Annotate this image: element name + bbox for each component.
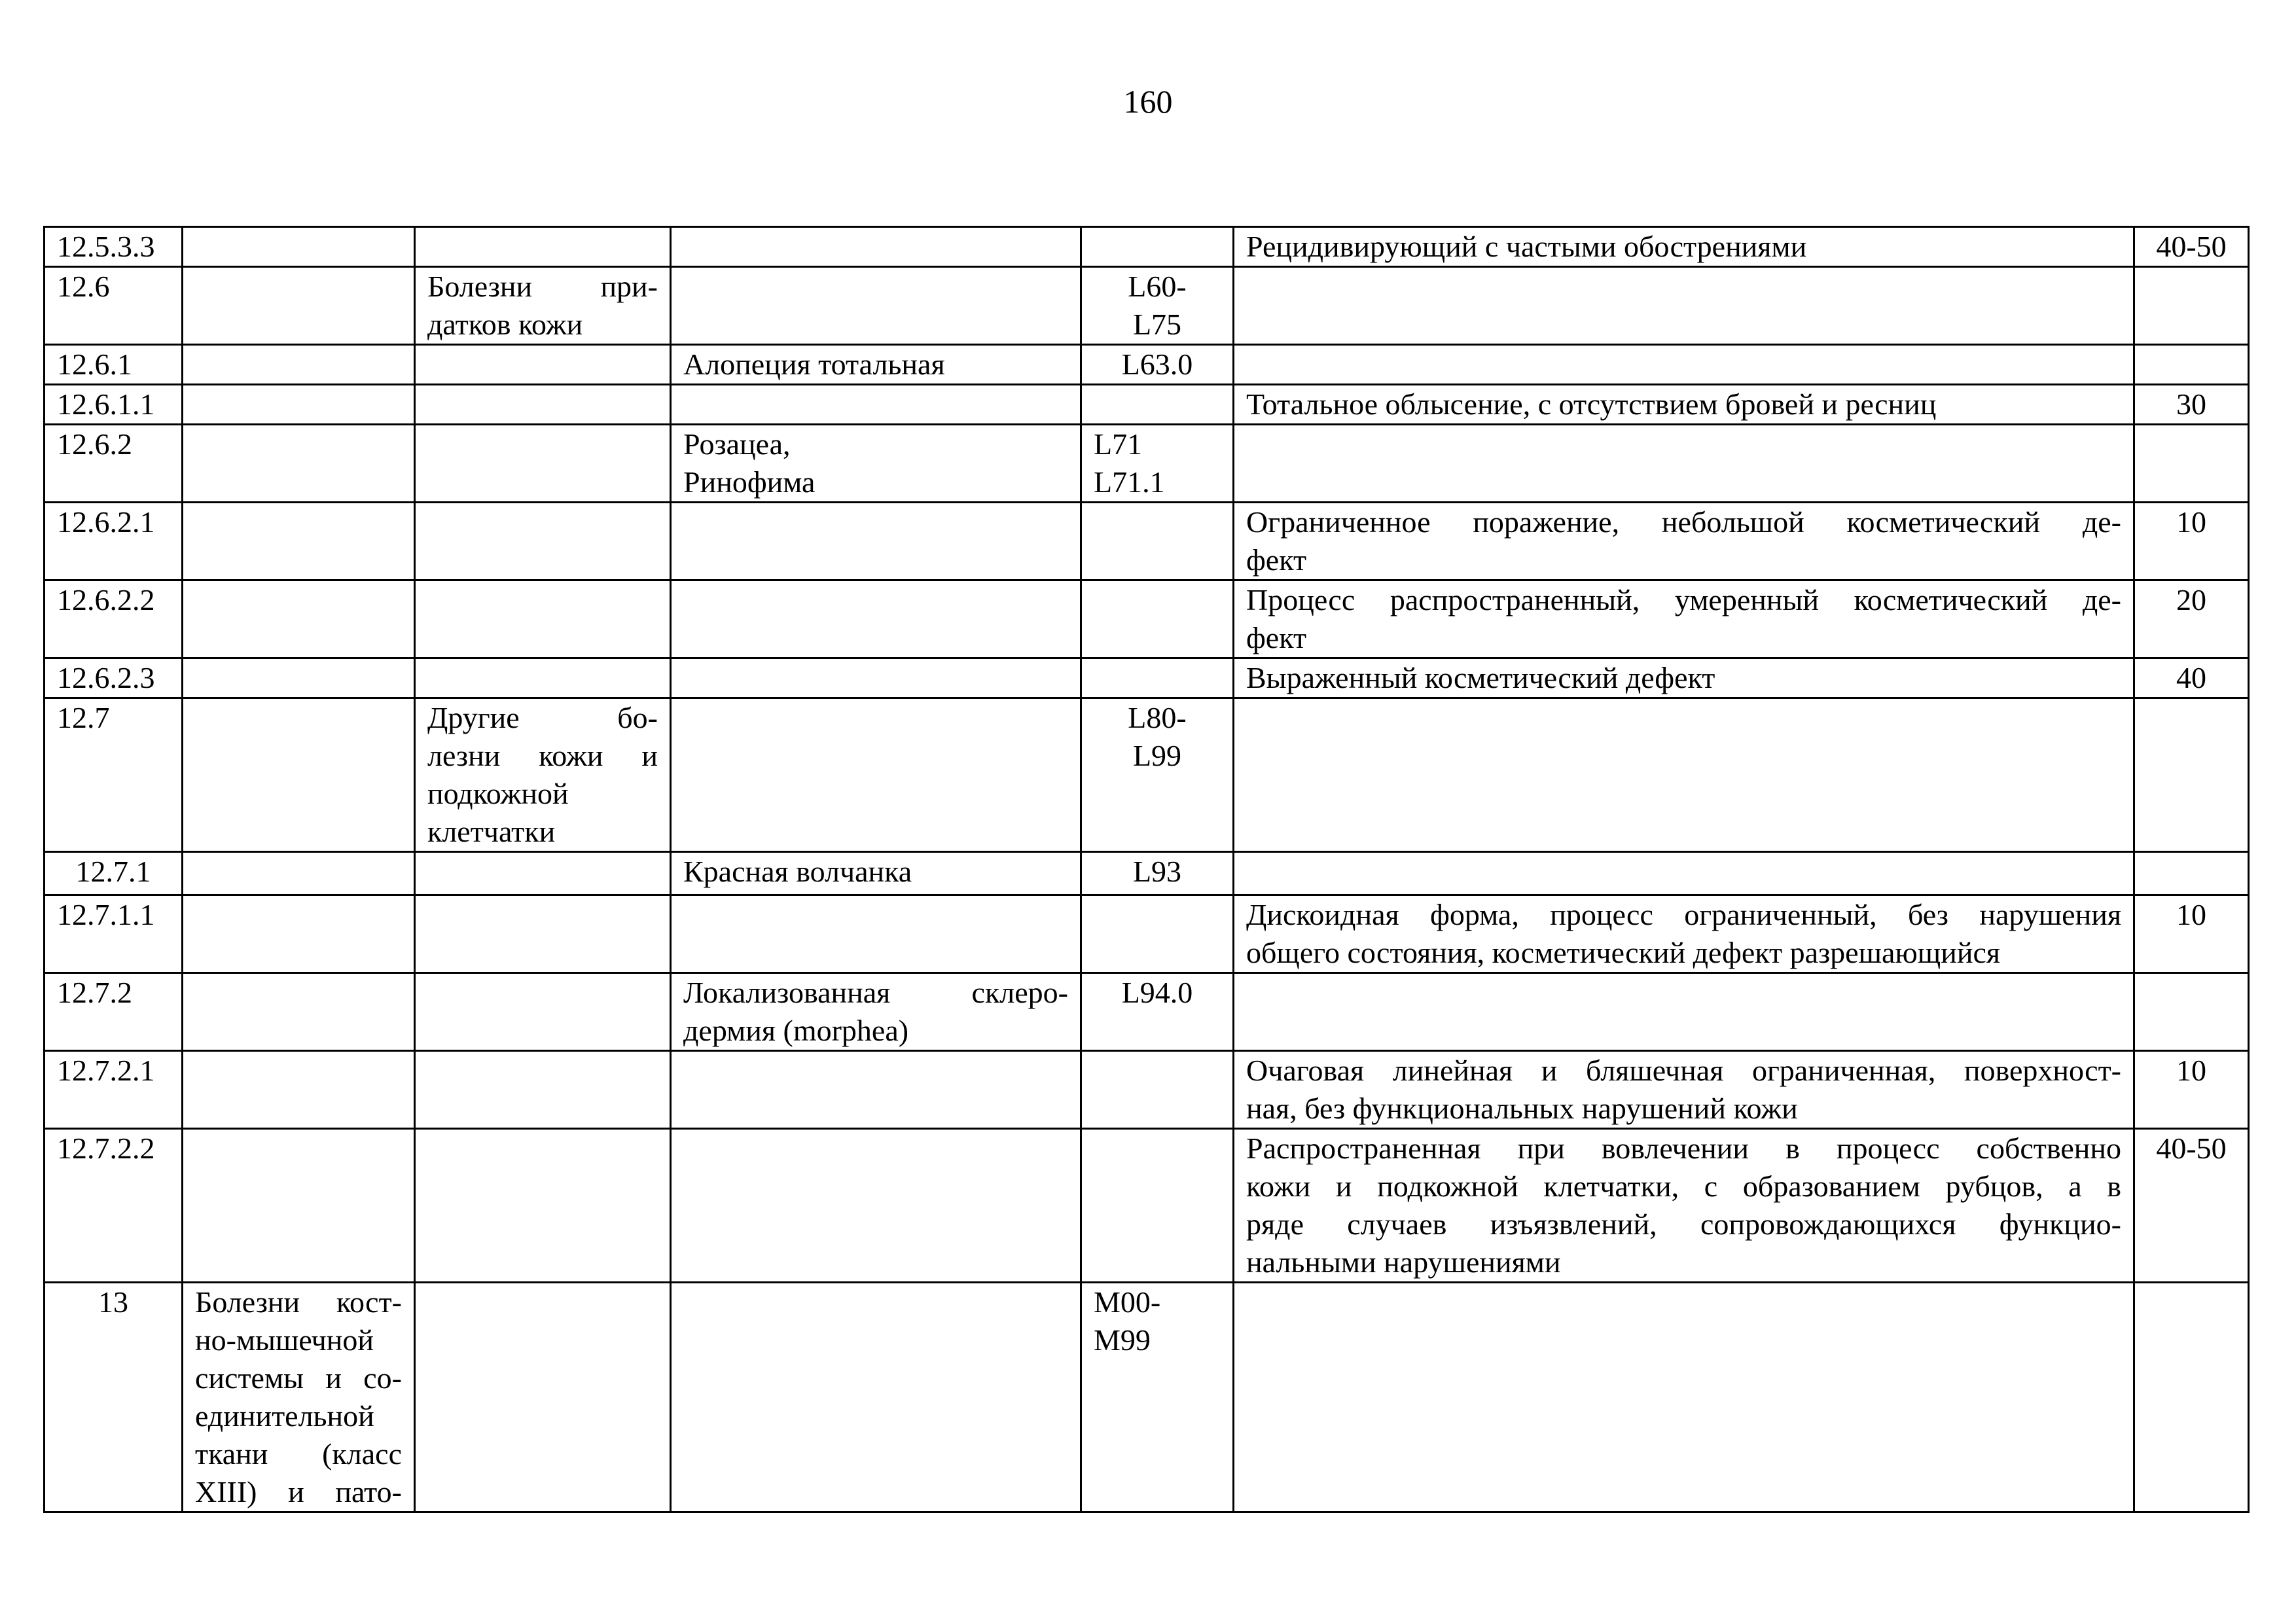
group-line: подкожной bbox=[427, 777, 569, 810]
table-row bbox=[45, 267, 2249, 345]
table-row bbox=[45, 227, 2249, 267]
row-code-cell bbox=[45, 973, 183, 1051]
group-cell bbox=[415, 698, 671, 852]
table-row bbox=[45, 658, 2249, 698]
percent-cell bbox=[2134, 267, 2249, 345]
row-code-cell bbox=[45, 580, 183, 658]
icd-code: L75 bbox=[1132, 308, 1182, 341]
nosology-cell bbox=[671, 385, 1081, 425]
percent-value: 40-50 bbox=[2156, 1132, 2227, 1165]
icd-code: L60- bbox=[1128, 270, 1187, 303]
class-line: XIII) и пато- bbox=[195, 1475, 402, 1508]
row-code: 12.5.3.3 bbox=[57, 230, 155, 263]
group-cell bbox=[415, 227, 671, 267]
row-code-cell bbox=[45, 1283, 183, 1512]
criteria-table bbox=[43, 226, 2250, 1513]
percent-cell bbox=[2134, 345, 2249, 385]
icd-code-cell bbox=[1081, 267, 1234, 345]
icd-code-cell bbox=[1081, 1283, 1234, 1512]
icd-code-cell bbox=[1081, 425, 1234, 503]
row-code-cell bbox=[45, 503, 183, 580]
class-cell bbox=[183, 658, 415, 698]
description-line: Тотальное облысение, с отсутствием бровей и ресниц bbox=[1246, 387, 1937, 421]
description-cell bbox=[1234, 503, 2134, 580]
percent-cell bbox=[2134, 698, 2249, 852]
class-cell bbox=[183, 503, 415, 580]
group-cell bbox=[415, 425, 671, 503]
description-line: Процесс распространенный, умеренный косметический де- bbox=[1246, 583, 2121, 616]
icd-code: L94.0 bbox=[1121, 976, 1193, 1009]
description-line: Очаговая линейная и бляшечная ограниченная, поверхност- bbox=[1246, 1054, 2121, 1087]
class-cell bbox=[183, 425, 415, 503]
row-code-cell bbox=[45, 385, 183, 425]
row-code-cell bbox=[45, 1051, 183, 1129]
row-code-cell bbox=[45, 1129, 183, 1283]
group-cell bbox=[415, 385, 671, 425]
icd-code: L71 bbox=[1094, 427, 1143, 461]
description-line: фект bbox=[1246, 621, 1307, 654]
group-cell bbox=[415, 895, 671, 973]
group-cell bbox=[415, 503, 671, 580]
nosology-line: дермия (morphea) bbox=[683, 1014, 909, 1047]
row-code-cell bbox=[45, 267, 183, 345]
percent-cell bbox=[2134, 580, 2249, 658]
percent-cell bbox=[2134, 973, 2249, 1051]
table-row bbox=[45, 503, 2249, 580]
description-line: Дискоидная форма, процесс ограниченный, без нарушения bbox=[1246, 898, 2121, 931]
description-line: фект bbox=[1246, 543, 1307, 577]
percent-cell bbox=[2134, 503, 2249, 580]
class-cell bbox=[183, 267, 415, 345]
description-line: ная, без функциональных нарушений кожи bbox=[1246, 1092, 1798, 1125]
icd-code: L99 bbox=[1132, 739, 1182, 772]
icd-code: L80- bbox=[1128, 701, 1187, 734]
row-code: 12.7.2.2 bbox=[57, 1132, 155, 1165]
class-line: единительной bbox=[195, 1399, 374, 1433]
nosology-cell bbox=[671, 895, 1081, 973]
percent-value: 40 bbox=[2176, 661, 2206, 694]
nosology-line: Красная волчанка bbox=[683, 855, 912, 888]
class-cell bbox=[183, 580, 415, 658]
table-row bbox=[45, 425, 2249, 503]
group-cell bbox=[415, 267, 671, 345]
icd-code: L71.1 bbox=[1094, 465, 1165, 499]
group-line: датков кожи bbox=[427, 308, 583, 341]
class-cell bbox=[183, 345, 415, 385]
icd-code-cell bbox=[1081, 973, 1234, 1051]
group-cell bbox=[415, 852, 671, 895]
table-row bbox=[45, 852, 2249, 895]
row-code-cell bbox=[45, 895, 183, 973]
class-cell bbox=[183, 1129, 415, 1283]
description-line: Ограниченное поражение, небольшой косметический де- bbox=[1246, 505, 2121, 539]
class-cell bbox=[183, 698, 415, 852]
percent-cell bbox=[2134, 895, 2249, 973]
table-row bbox=[45, 1283, 2249, 1512]
row-code-cell bbox=[45, 698, 183, 852]
icd-code: L63.0 bbox=[1121, 348, 1193, 381]
description-line: общего состояния, косметический дефект разрешающийся bbox=[1246, 936, 2001, 969]
percent-cell bbox=[2134, 852, 2249, 895]
icd-code-cell bbox=[1081, 895, 1234, 973]
description-cell bbox=[1234, 658, 2134, 698]
row-code-cell bbox=[45, 227, 183, 267]
description-cell bbox=[1234, 852, 2134, 895]
description-cell bbox=[1234, 345, 2134, 385]
nosology-cell bbox=[671, 658, 1081, 698]
row-code: 12.7.1.1 bbox=[57, 898, 155, 931]
row-code-cell bbox=[45, 658, 183, 698]
nosology-cell bbox=[671, 973, 1081, 1051]
nosology-cell bbox=[671, 227, 1081, 267]
row-code: 12.6.2.1 bbox=[57, 505, 155, 539]
percent-value: 20 bbox=[2176, 583, 2206, 616]
percent-cell bbox=[2134, 425, 2249, 503]
row-code: 12.6.1 bbox=[57, 348, 132, 381]
class-cell bbox=[183, 973, 415, 1051]
percent-cell bbox=[2134, 1129, 2249, 1283]
group-line: Другие бо- bbox=[427, 701, 658, 734]
class-cell bbox=[183, 895, 415, 973]
nosology-cell bbox=[671, 345, 1081, 385]
description-cell bbox=[1234, 1283, 2134, 1512]
table-row bbox=[45, 895, 2249, 973]
group-line: лезни кожи и bbox=[427, 739, 658, 772]
nosology-cell bbox=[671, 425, 1081, 503]
group-cell bbox=[415, 345, 671, 385]
description-cell bbox=[1234, 227, 2134, 267]
description-line: кожи и подкожной клетчатки, с образованием рубцов, а в bbox=[1246, 1169, 2121, 1203]
description-cell bbox=[1234, 267, 2134, 345]
group-cell bbox=[415, 1283, 671, 1512]
nosology-cell bbox=[671, 1051, 1081, 1129]
row-code-cell bbox=[45, 425, 183, 503]
class-line: Болезни кост- bbox=[195, 1285, 402, 1319]
group-line: клетчатки bbox=[427, 815, 556, 848]
description-line: нальными нарушениями bbox=[1246, 1245, 1561, 1279]
row-code: 12.6.2.3 bbox=[57, 661, 155, 694]
table-body bbox=[45, 227, 2249, 1512]
nosology-cell bbox=[671, 503, 1081, 580]
icd-code-cell bbox=[1081, 227, 1234, 267]
icd-code-cell bbox=[1081, 1051, 1234, 1129]
percent-value: 30 bbox=[2176, 387, 2206, 421]
nosology-cell bbox=[671, 852, 1081, 895]
table-row bbox=[45, 1051, 2249, 1129]
group-line: Болезни при- bbox=[427, 270, 658, 303]
table-row bbox=[45, 580, 2249, 658]
description-line: Выраженный косметический дефект bbox=[1246, 661, 1715, 694]
group-cell bbox=[415, 1051, 671, 1129]
description-cell bbox=[1234, 973, 2134, 1051]
table-row bbox=[45, 973, 2249, 1051]
row-code: 12.7.1 bbox=[75, 855, 151, 888]
nosology-cell bbox=[671, 580, 1081, 658]
icd-code-cell bbox=[1081, 503, 1234, 580]
icd-code-cell bbox=[1081, 385, 1234, 425]
row-code: 12.6.2.2 bbox=[57, 583, 155, 616]
description-cell bbox=[1234, 385, 2134, 425]
percent-value: 10 bbox=[2176, 898, 2206, 931]
percent-value: 10 bbox=[2176, 1054, 2206, 1087]
percent-value: 40-50 bbox=[2156, 230, 2227, 263]
group-cell bbox=[415, 658, 671, 698]
class-cell bbox=[183, 385, 415, 425]
icd-code-cell bbox=[1081, 698, 1234, 852]
row-code: 13 bbox=[98, 1285, 128, 1319]
percent-cell bbox=[2134, 227, 2249, 267]
nosology-cell bbox=[671, 698, 1081, 852]
row-code: 12.6.2 bbox=[57, 427, 132, 461]
table-row bbox=[45, 1129, 2249, 1283]
row-code-cell bbox=[45, 852, 183, 895]
description-cell bbox=[1234, 895, 2134, 973]
description-cell bbox=[1234, 1129, 2134, 1283]
class-cell bbox=[183, 852, 415, 895]
nosology-cell bbox=[671, 1129, 1081, 1283]
percent-cell bbox=[2134, 658, 2249, 698]
nosology-line: Ринофима bbox=[683, 465, 816, 499]
class-line: системы и со- bbox=[195, 1361, 402, 1395]
nosology-cell bbox=[671, 1283, 1081, 1512]
row-code: 12.7.2.1 bbox=[57, 1054, 155, 1087]
row-code: 12.7 bbox=[57, 701, 110, 734]
group-cell bbox=[415, 973, 671, 1051]
table-row bbox=[45, 345, 2249, 385]
class-cell bbox=[183, 1283, 415, 1512]
description-line: Распространенная при вовлечении в процесс собственно bbox=[1246, 1132, 2121, 1165]
table-row bbox=[45, 698, 2249, 852]
description-line: Рецидивирующий с частыми обострениями bbox=[1246, 230, 1807, 263]
table-row bbox=[45, 385, 2249, 425]
description-line: ряде случаев изъязвлений, сопровождающихся функцио- bbox=[1246, 1207, 2121, 1241]
page-number: 160 bbox=[1123, 83, 1173, 120]
description-cell bbox=[1234, 698, 2134, 852]
row-code: 12.6 bbox=[57, 270, 110, 303]
percent-cell bbox=[2134, 1283, 2249, 1512]
nosology-line: Алопеция тотальная bbox=[683, 348, 945, 381]
nosology-line: Розацеа, bbox=[683, 427, 791, 461]
icd-code: L93 bbox=[1132, 855, 1182, 888]
row-code: 12.7.2 bbox=[57, 976, 132, 1009]
icd-code-cell bbox=[1081, 345, 1234, 385]
percent-cell bbox=[2134, 1051, 2249, 1129]
icd-code: M99 bbox=[1094, 1323, 1151, 1357]
icd-code-cell bbox=[1081, 852, 1234, 895]
icd-code-cell bbox=[1081, 1129, 1234, 1283]
class-cell bbox=[183, 1051, 415, 1129]
description-cell bbox=[1234, 425, 2134, 503]
percent-value: 10 bbox=[2176, 505, 2206, 539]
group-cell bbox=[415, 1129, 671, 1283]
nosology-line: Локализованная склеро- bbox=[683, 976, 1068, 1009]
row-code: 12.6.1.1 bbox=[57, 387, 155, 421]
row-code-cell bbox=[45, 345, 183, 385]
percent-cell bbox=[2134, 385, 2249, 425]
nosology-cell bbox=[671, 267, 1081, 345]
class-line: ткани (класс bbox=[195, 1437, 402, 1471]
icd-code-cell bbox=[1081, 580, 1234, 658]
icd-code: M00- bbox=[1094, 1285, 1161, 1319]
class-line: но-мышечной bbox=[195, 1323, 374, 1357]
description-cell bbox=[1234, 1051, 2134, 1129]
description-cell bbox=[1234, 580, 2134, 658]
class-cell bbox=[183, 227, 415, 267]
group-cell bbox=[415, 580, 671, 658]
icd-code-cell bbox=[1081, 658, 1234, 698]
